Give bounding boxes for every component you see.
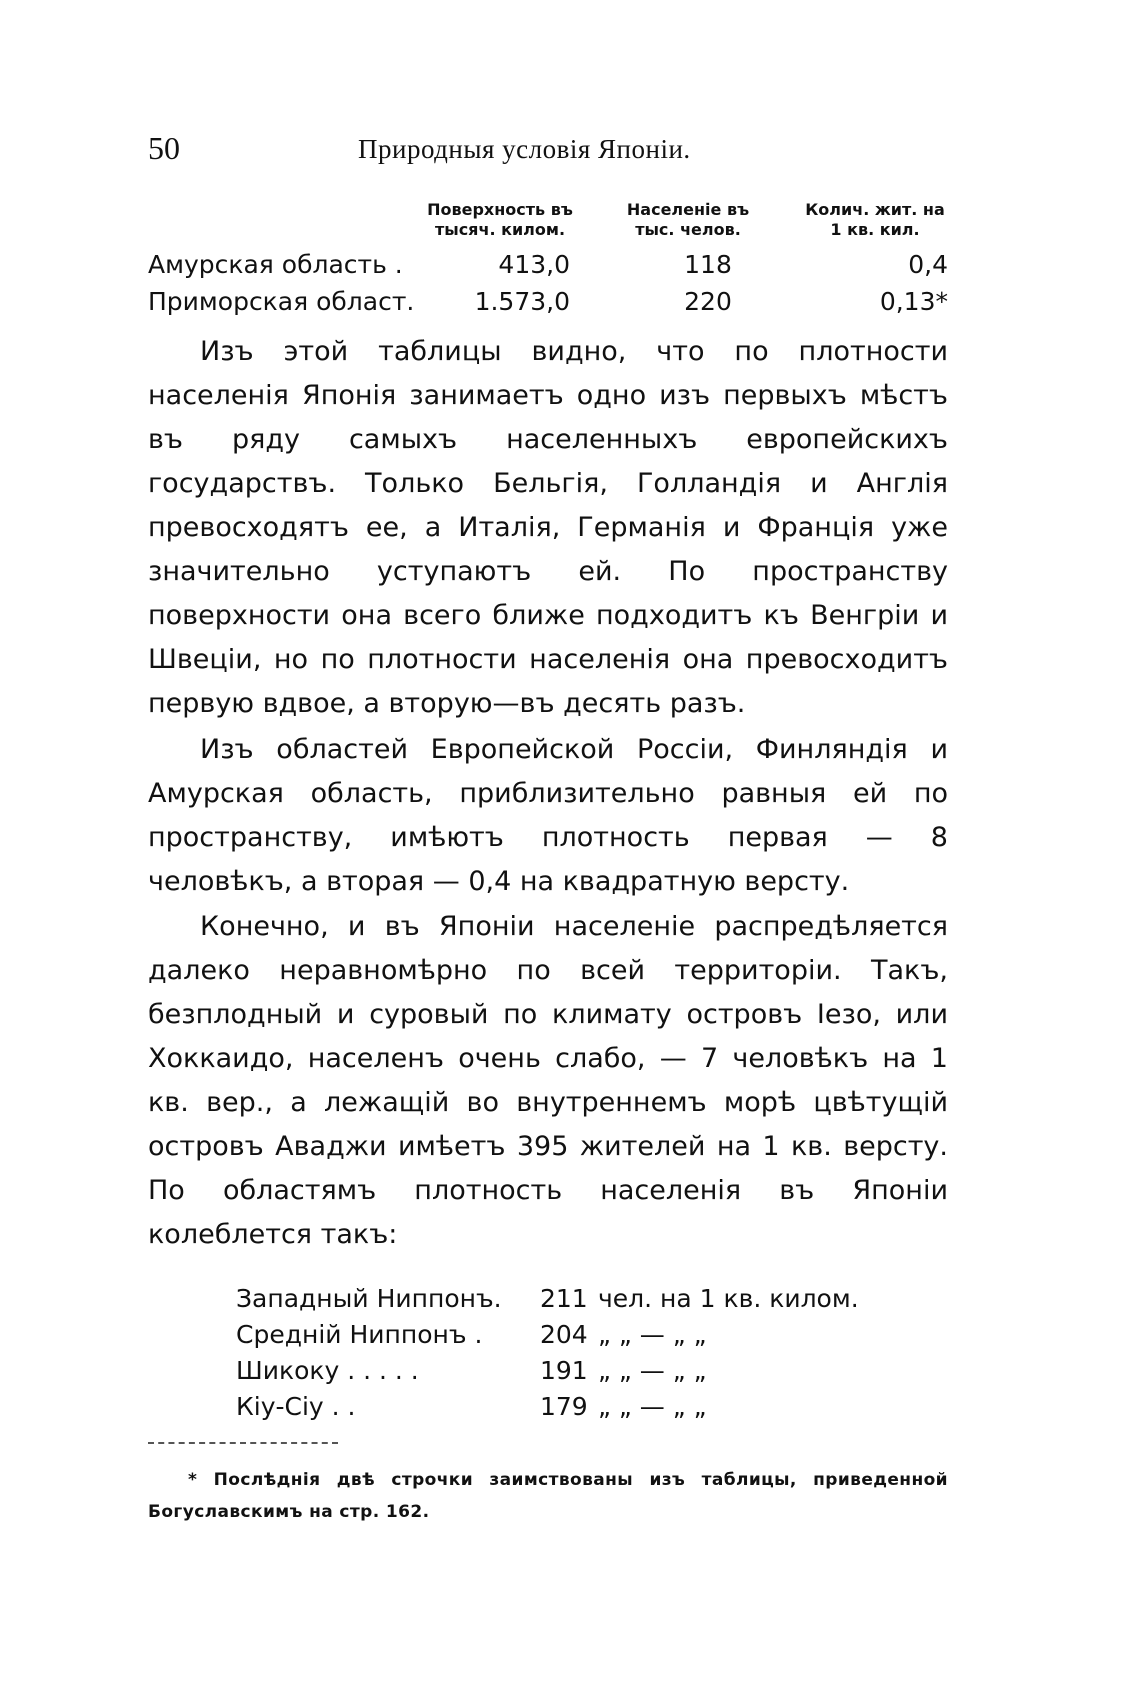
density-unit: „ „ — „ „: [598, 1392, 707, 1421]
footnote-rule: [148, 1442, 338, 1444]
region-name: Кіу-Сіу . .: [236, 1392, 356, 1421]
body-paragraph: Конечно, и въ Японіи населеніе распредѣляется далеко неравномѣрно по всей территоріи. Такъ, безплодный и суровый по климату островъ Іезо, или Хоккаидо, населенъ очень слабо, — 7 человѣкъ на 1 кв. вер., а лежащій во внутреннемъ морѣ цвѣтущій островъ Аваджи имѣетъ 395 жителей на 1 кв. версту. По областямъ плотность населенія въ Японіи колеблется такъ:: [148, 911, 948, 1250]
running-title: Природныя условія Японіи.: [358, 134, 691, 164]
region-name: Шикоку . . . . .: [236, 1356, 419, 1385]
density-value: 191: [540, 1356, 588, 1385]
footnote: * Послѣднія двѣ строчки заимствованы изъ таблицы, приведенной Богуславскимъ на стр. 162.: [148, 1470, 948, 1522]
density-unit: „ „ — „ „: [598, 1356, 707, 1385]
area-value: 413,0: [498, 250, 570, 279]
list-item: [236, 1356, 896, 1392]
area-value: 1.573,0: [474, 287, 570, 316]
region-name: Приморская област.: [148, 287, 415, 316]
density-value: 0,4: [908, 250, 948, 279]
list-item: [236, 1284, 896, 1320]
page-number: 50: [148, 130, 180, 166]
density-value: 211: [540, 1284, 588, 1313]
density-value: 179: [540, 1392, 588, 1421]
list-item: [236, 1320, 896, 1356]
density-unit: „ „ — „ „: [598, 1320, 707, 1349]
population-value: 118: [684, 250, 732, 279]
density-value: 204: [540, 1320, 588, 1349]
page-header: [148, 130, 948, 180]
region-name: Западный Ниппонъ.: [236, 1284, 502, 1313]
body-paragraph: Изъ этой таблицы видно, что по плотности населенія Японія занимаетъ одно изъ первыхъ мѣстъ въ ряду самыхъ населенныхъ европейскихъ государствъ. Только Бельгія, Голландія и Англія превосходятъ ее, а Италія, Германія и Франція уже значительно уступаютъ ей. По пространству поверхности она всего ближе подходитъ къ Венгріи и Швеціи, но по плотности населенія она превосходитъ первую вдвое, а вторую—въ десять разъ.: [148, 336, 948, 719]
density-unit: чел. на 1 кв. килом.: [598, 1284, 859, 1313]
column-header-population: Населеніе въ тыс. челов.: [626, 200, 750, 239]
list-item: [236, 1392, 896, 1428]
density-value: 0,13*: [879, 287, 948, 316]
table-row: [148, 250, 948, 286]
region-name: Амурская область .: [148, 250, 403, 279]
population-value: 220: [684, 287, 732, 316]
body-paragraph: Изъ областей Европейской Россіи, Финляндія и Амурская область, приблизительно равныя ей по пространству, имѣютъ плотность первая — 8 человѣкъ, а вторая — 0,4 на квадратную версту.: [148, 734, 948, 897]
region-name: Средній Ниппонъ .: [236, 1320, 483, 1349]
column-header-density: Колич. жит. на 1 кв. кил.: [805, 200, 945, 239]
column-header-area: Поверхность въ тысяч. килом.: [427, 200, 573, 239]
table-row: [148, 287, 948, 323]
